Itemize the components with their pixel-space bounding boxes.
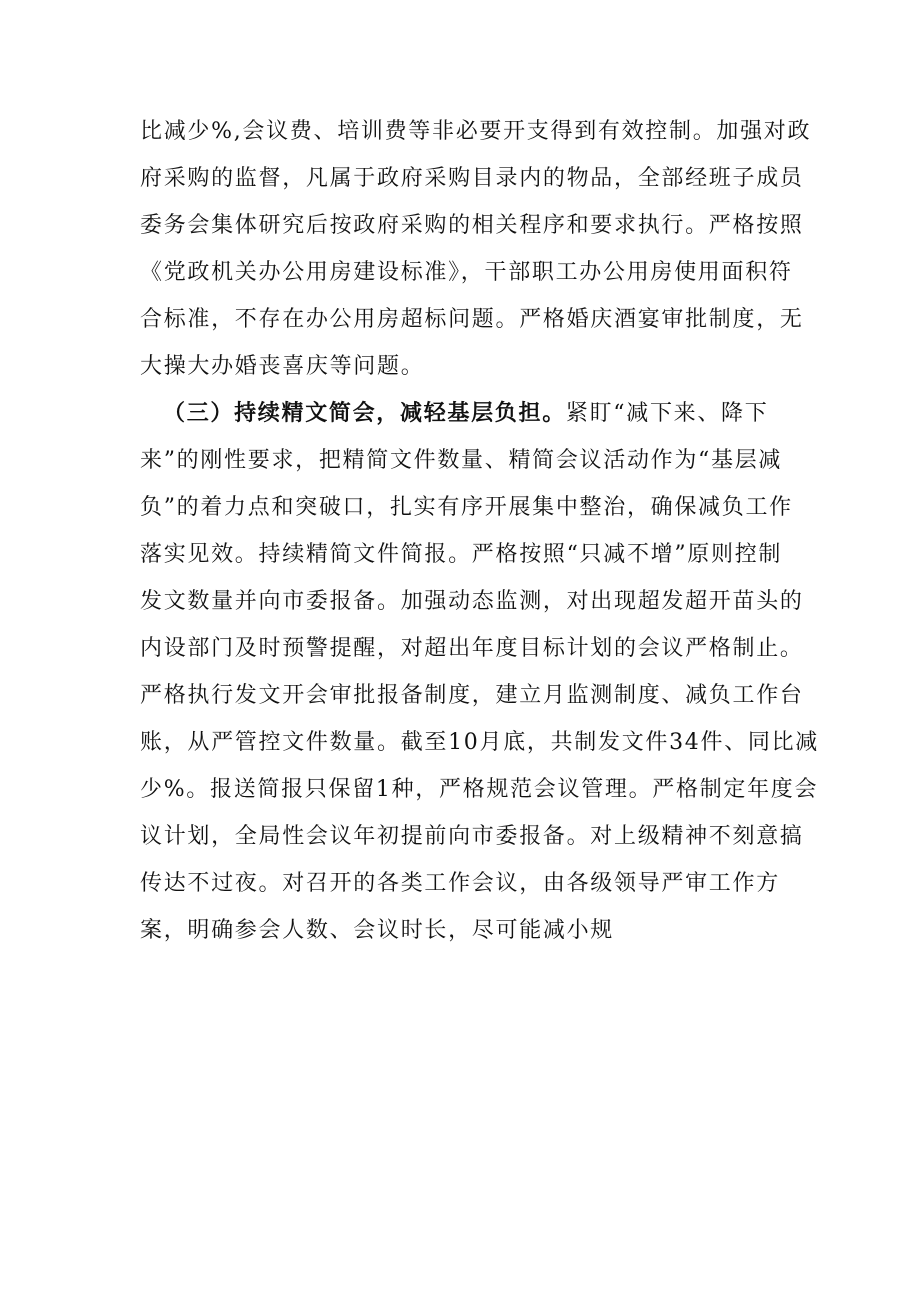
text-line: 来”的刚性要求，把精简文件数量、精简会议活动作为“基层减	[140, 448, 783, 473]
text-line: 案，明确参会人数、会议时长，尽可能减小规	[140, 918, 615, 943]
text-line: 传达不过夜。对召开的各类工作会议，由各级领导严审工作方	[140, 871, 780, 896]
text-line: 大操大办婚丧喜庆等问题。	[140, 354, 425, 379]
text-line: 委务会集体研究后按政府采购的相关程序和要求执行。严格按照	[140, 213, 804, 238]
text-line: 发文数量并向市委报备。加强动态监测，对出现超发超开苗头的	[140, 589, 804, 614]
text-line: 负”的着力点和突破口，扎实有序开展集中整治，确保减负工作	[140, 495, 793, 520]
text-line: 落实见效。持续精简文件简报。严格按照“只减不增”原则控制	[140, 542, 783, 567]
text-line: 比减少%,会议费、培训费等非必要开支得到有效控制。加强对政	[140, 119, 812, 144]
section-heading-continuation: 紧盯“减下来、降下	[565, 401, 769, 426]
section-heading: （三）持续精文简会，减轻基层负担。	[163, 401, 566, 426]
text-line: 议计划，全局性会议年初提前向市委报备。对上级精神不刻意搞	[140, 824, 804, 849]
text-line: 府采购的监督，凡属于政府采购目录内的物品，全部经班子成员	[140, 166, 804, 191]
section-first-line	[163, 394, 768, 434]
text-line: 账，从严管控文件数量。截至10月底，共制发文件34件、同比减	[140, 730, 819, 755]
text-line: 少%。报送简报只保留1种，严格规范会议管理。严格制定年度会	[140, 777, 819, 802]
text-line: 《党政机关办公用房建设标准》，干部职工办公用房使用面积符	[140, 260, 793, 285]
text-line: 合标准，不存在办公用房超标问题。严格婚庆酒宴审批制度，无	[140, 307, 804, 332]
text-line: 严格执行发文开会审批报备制度，建立月监测制度、减负工作台	[140, 683, 804, 708]
text-line: 内设部门及时预警提醒，对超出年度目标计划的会议严格制止。	[140, 636, 804, 661]
